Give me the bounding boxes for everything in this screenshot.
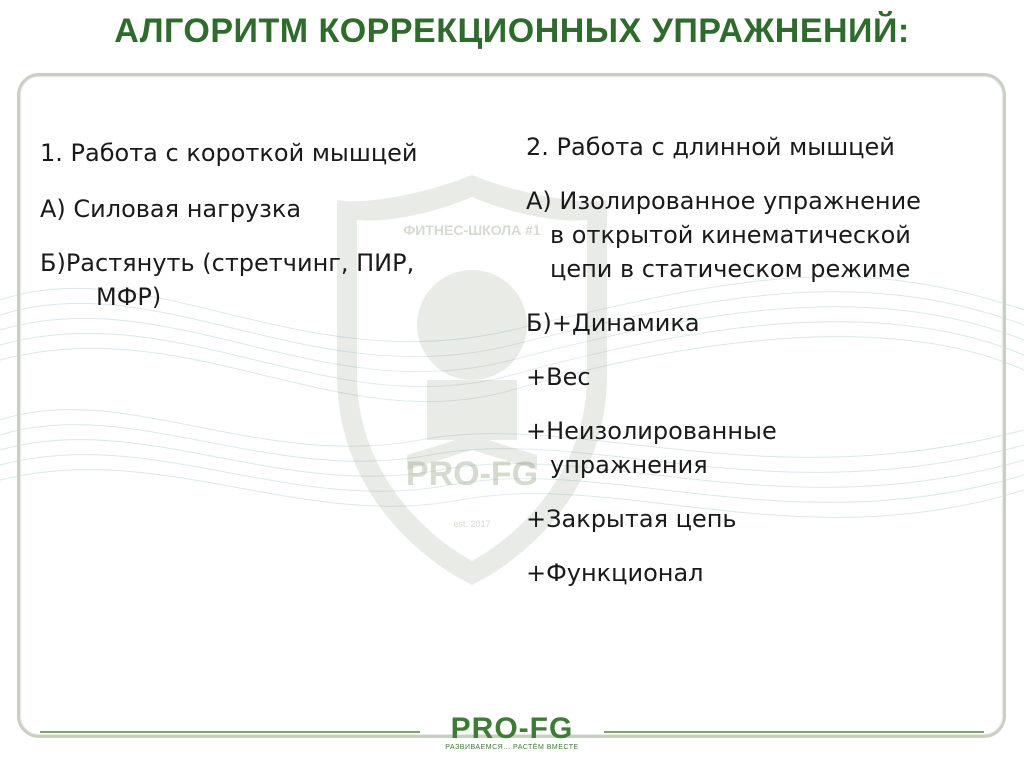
footer-divider-right [604, 731, 984, 733]
right-item-d-line1: +Неизолированные [526, 417, 777, 445]
left-item-b-line1: Б)Растянуть (стретчинг, ПИР, [40, 249, 415, 277]
left-column [40, 136, 500, 314]
right-item-b: Б)+Динамика [526, 309, 700, 337]
right-item-d-line2: упражнения [550, 451, 708, 479]
footer-logo [432, 714, 592, 752]
footer-divider-left [40, 731, 420, 733]
footer-brand: PRO-FG [450, 712, 574, 745]
footer-tagline: РАЗВИВАЕМСЯ... РАСТЁМ ВМЕСТЕ [445, 744, 579, 751]
right-item-a-line1: А) Изолированное упражнение [526, 187, 921, 215]
left-heading: 1. Работа с короткой мышцей [40, 139, 418, 167]
slide-title: АЛГОРИТМ КОРРЕКЦИОННЫХ УПРАЖНЕНИЙ: [114, 12, 910, 50]
right-column [526, 130, 1006, 590]
right-item-a-line2: в открытой кинематической [550, 221, 911, 249]
watermark-brand: PRO-FG [405, 455, 539, 493]
left-item-b-line2: МФР) [96, 283, 162, 311]
right-item-c: +Вес [526, 363, 591, 391]
right-item-e: +Закрытая цепь [526, 505, 737, 533]
watermark-est: est. 2017 [453, 519, 491, 529]
watermark-arc-text: ФИТНЕС-ШКОЛА #1 [403, 222, 541, 238]
right-item-f: +Функционал [526, 559, 704, 587]
right-heading: 2. Работа с длинной мышцей [526, 133, 895, 161]
left-item-a: А) Силовая нагрузка [40, 195, 302, 223]
right-item-a-line3: цепи в статическом режиме [550, 255, 911, 283]
